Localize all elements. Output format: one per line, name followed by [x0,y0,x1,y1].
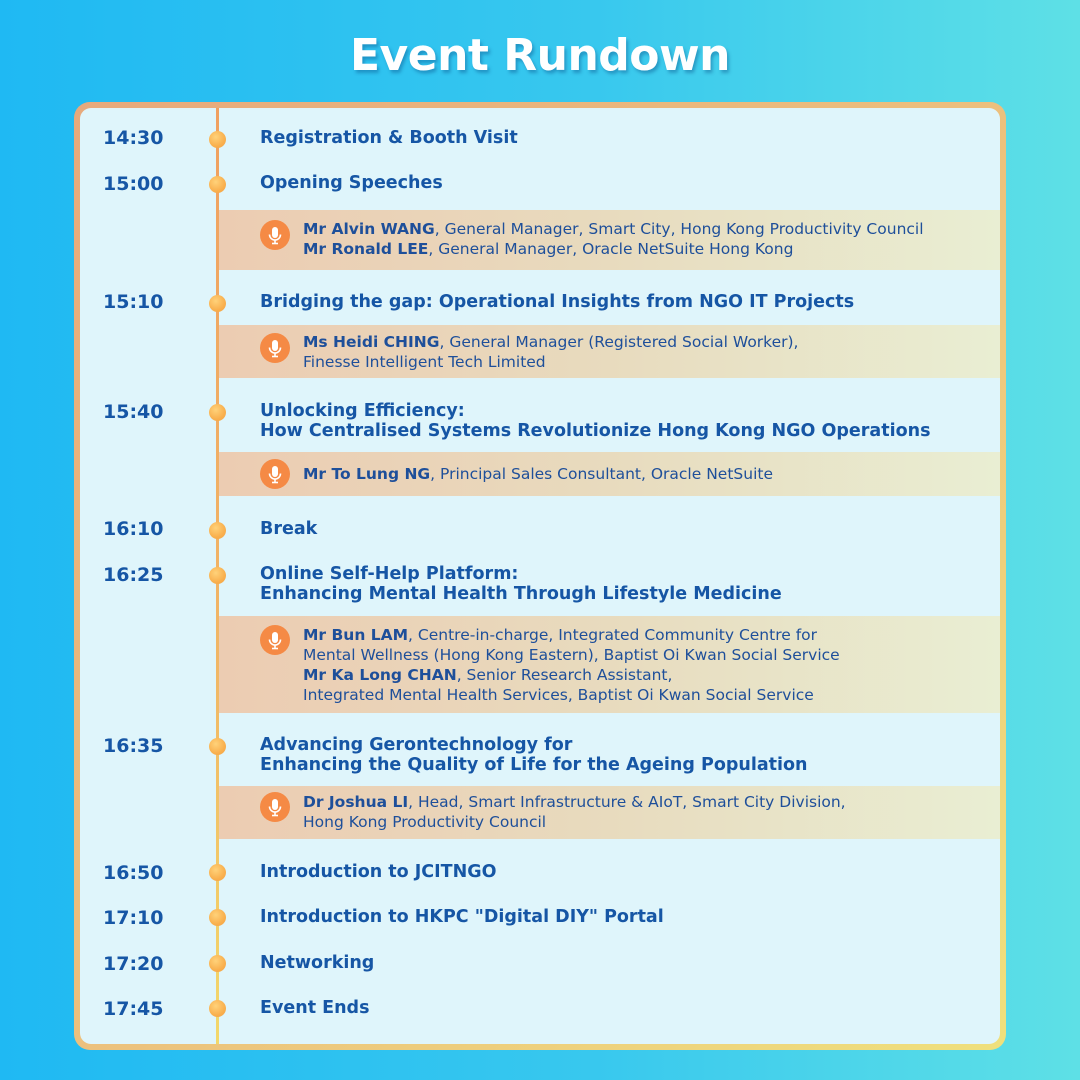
agenda-session-title: Registration & Booth Visit [260,128,518,148]
speaker-line: Finesse Intelligent Tech Limited [303,353,546,371]
speaker-list [303,625,993,705]
timeline-dot [209,522,226,539]
timeline-dot [209,864,226,881]
agenda-session-title: Introduction to HKPC "Digital DIY" Portal [260,907,664,927]
agenda-session-title: Introduction to JCITNGO [260,862,497,882]
agenda-time: 15:00 [103,173,164,195]
agenda-time: 15:40 [103,401,164,423]
microphone-icon [260,792,290,822]
agenda-session-title: Advancing Gerontechnology for Enhancing the Quality of Life for the Ageing Population [260,735,808,775]
speaker-line: Dr Joshua LI, Head, Smart Infrastructure & AIoT, Smart City Division, [303,793,846,811]
speaker-line: Mental Wellness (Hong Kong Eastern), Baptist Oi Kwan Social Service [303,646,840,664]
timeline-dot [209,295,226,312]
speaker-line: Mr Ka Long CHAN, Senior Research Assistant, [303,666,673,684]
timeline-dot [209,1000,226,1017]
timeline-dot [209,176,226,193]
speaker-line: Integrated Mental Health Services, Baptist Oi Kwan Social Service [303,686,814,704]
agenda-session-title: Online Self-Help Platform: Enhancing Mental Health Through Lifestyle Medicine [260,564,782,604]
agenda-session-title: Unlocking Efficiency: How Centralised Systems Revolutionize Hong Kong NGO Operations [260,401,931,441]
agenda-time: 17:10 [103,907,164,929]
microphone-icon [260,459,290,489]
speaker-line: Mr Bun LAM, Centre-in-charge, Integrated Community Centre for [303,626,818,644]
speaker-list [303,464,993,484]
timeline-dot [209,738,226,755]
rundown-panel [80,108,1000,1044]
speaker-list [303,332,993,372]
speaker-line: Mr Ronald LEE, General Manager, Oracle NetSuite Hong Kong [303,240,794,258]
timeline-dot [209,404,226,421]
timeline-dot [209,955,226,972]
microphone-icon [260,333,290,363]
agenda-time: 17:45 [103,998,164,1020]
agenda-session-title: Event Ends [260,998,370,1018]
speaker-line: Hong Kong Productivity Council [303,813,547,831]
agenda-time: 16:35 [103,735,164,757]
speaker-list [303,219,993,259]
agenda-time: 16:10 [103,518,164,540]
microphone-icon [260,625,290,655]
agenda-time: 17:20 [103,953,164,975]
microphone-icon [260,220,290,250]
agenda-session-title: Networking [260,953,375,973]
agenda-session-title: Opening Speeches [260,173,443,193]
speaker-line: Mr To Lung NG, Principal Sales Consultant, Oracle NetSuite [303,465,773,483]
agenda-session-title: Break [260,519,318,539]
speaker-list [303,792,993,832]
agenda-time: 14:30 [103,127,164,149]
speaker-line: Mr Alvin WANG, General Manager, Smart City, Hong Kong Productivity Council [303,220,924,238]
timeline-dot [209,567,226,584]
agenda-session-title: Bridging the gap: Operational Insights from NGO IT Projects [260,292,855,312]
agenda-time: 15:10 [103,291,164,313]
agenda-time: 16:50 [103,862,164,884]
timeline-dot [209,909,226,926]
speaker-line: Ms Heidi CHING, General Manager (Registered Social Worker), [303,333,799,351]
agenda-time: 16:25 [103,564,164,586]
timeline-dot [209,131,226,148]
page-title: Event Rundown [350,30,730,81]
